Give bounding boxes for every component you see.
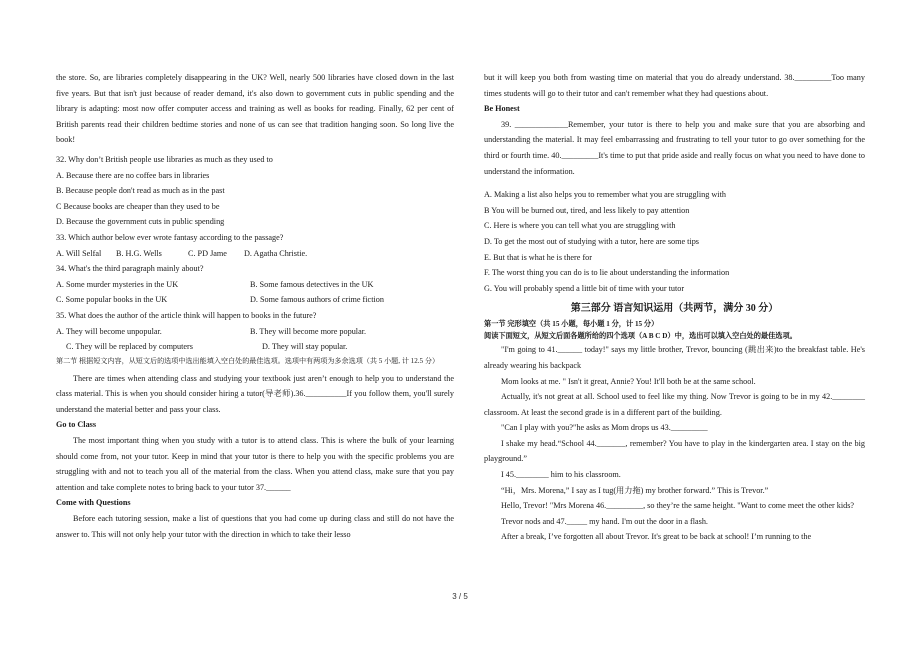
heading-be-honest: Be Honest [484,104,520,114]
cloze-sentence: Trevor nods and 47._____ my hand. I'm out the door in a flash. [501,516,708,526]
cloze-sentence: Hello, Trevor! "Mrs Morena 46._________, so they’re the same height. "Want to come meet the other kids? [501,501,855,511]
passage-be-honest: 39. _____________Remember, your tutor is there to help you and make sure that you are absorbing and understanding the material. It may feel embarrassing and frustrating to tell your tutor to go over something for the third or fourth time. 40._________It's time to put that pride aside and really focus on what you need to have done to understand the information. [484,119,865,176]
cloze-sentence: “Hi，Mrs. Morena,” I say as I tug(用力拖) my brother forward.” This is Trevor.” [501,485,769,495]
option-33c: C. PD Jame [188,248,227,258]
option-35a: A. They will become unpopular. [56,326,162,336]
passage-go-to-class: The most important thing when you study with a tutor is to attend class. This is where the bulk of your learning should come from, not your tutor. Keep in mind that your tutor is there to help you with the specific problems you are struggling with and not to teach you all of the material from the class. When you attend class, make sure that you pay attention and take complete notes to bring back to your tutor 37.______ [56,436,454,492]
passage-continued: but it will keep you both from wasting time on material that you do already understand. 38._________Too many times students will go to their tutor and can't remember what they had questions about. [484,73,865,98]
part3-section1-heading: 第一节 完形填空（共 15 小题，每小题 1 分，计 15 分） [484,320,659,329]
passage-intro: There are times when attending class and studying your textbook just aren’t enough to help you to understand the class material. This is when you should consider hiring a tutor(导老师).36.__________If you follow them, you'll surely understand the material better and pass your class. [56,373,454,414]
question-35: 35. What does the author of the article think will happen to books in the future? [56,310,317,320]
option-34c: C. Some popular books in the UK [56,295,168,305]
part3-instructions: 阅读下面短文，从短文后面各题所给的四个选项（A B C D）中，选出可以填入空白处的最佳选项。 [484,332,797,341]
cloze-sentence: "I'm going to 41.______ today!" says my little brother, Trevor, bouncing (跳出来)to the breakfast table. He's already wearing his backpack [484,345,865,370]
cloze-sentence: After a break, I’ve forgotten all about Trevor. It's great to be back at school! I’m running to the [501,532,812,542]
passage-come-with-questions: Before each tutoring session, make a list of questions that you had come up during class and still do not have the answer to. This will not only help your tutor with the direction in which to take their lesso [56,514,454,539]
cloze-sentence: Actually, it's not great at all. School used to feel like my thing. Now Trevor is going to be in my 42.________ classroom. At least the second grade is in a different part of the building. [484,392,865,417]
option-32c: C Because books are cheaper than they used to be [56,201,220,211]
option-35b: B. They will become more popular. [250,326,367,336]
options-34-row2 [56,292,454,308]
option-32b: B. Because people don't read as much as in the past [56,186,225,196]
option-34d: D. Some famous authors of crime fiction [250,295,384,305]
option-33d: D. Agatha Christie. [244,248,308,258]
question-33: 33. Which author below ever wrote fantasy according to the passage? [56,232,284,242]
option-35c: C. They will be replaced by computers [66,342,193,352]
cloze-sentence: I shake my head.“School 44._______, remember? You have to play in the kindergarten area. I stay on the big playground.” [484,438,865,464]
options-35-row2 [56,339,454,355]
option-35d: D. They will stay popular. [262,342,348,352]
page-number: 3 / 5 [452,592,468,601]
right-column [484,70,865,545]
option-33a: A. Will Selfal [56,248,102,258]
option-f: F. The worst thing you can do is to lie about understanding the information [484,268,730,278]
options-35-row1 [56,324,454,340]
option-32d: D. Because the government cuts in public spending [56,217,225,227]
part3-title: 第三部分 语言知识运用（共两节，满分 30 分） [570,303,779,315]
cloze-sentence: "Can I play with you?"he asks as Mom drops us 43._________ [501,423,708,433]
cloze-sentence: I 45.________ him to his classroom. [501,470,621,480]
question-32: 32. Why don’t British people use libraries as much as they used to [56,154,273,164]
option-32a: A. Because there are no coffee bars in libraries [56,170,210,180]
cloze-sentence: Mom looks at me. " Isn't it great, Annie? You! It'll both be at the same school. [501,376,756,386]
option-e: E. But that is what he is there for [484,252,593,262]
option-34a: A. Some murder mysteries in the UK [56,279,179,289]
option-c: C. Here is where you can tell what you are struggling with [484,221,676,231]
heading-go-to-class: Go to Class [56,420,97,430]
left-column [56,70,454,542]
option-b: B You will be burned out, tired, and less likely to pay attention [484,205,690,215]
option-g: G. You will probably spend a little bit of time with your tutor [484,283,685,293]
option-33b: B. H.G. Wells [116,248,162,258]
question-34: 34. What's the third paragraph mainly about? [56,264,204,274]
heading-come-with-questions: Come with Questions [56,498,131,508]
section2-instructions: 第二节 根据短文内容，从短文后的选项中选出能填入空白处的最佳选项。选项中有两项为多余选项（共 5 小题, 计 12.5 分） [56,356,440,365]
option-a: A. Making a list also helps you to remember what you are struggling with [484,190,726,200]
option-34b: B. Some famous detectives in the UK [250,279,374,289]
options-33 [56,246,454,262]
options-34-row1 [56,277,454,293]
passage-paragraph: the store. So, are libraries completely disappearing in the UK? Well, nearly 500 libraries have closed down in the last five years. But that isn't just because of reader demand, it's also down to government cuts in public spending and the library is adapting: most now offer computer access and training as well as books for reading. Finally, 62 per cent of British parents read their children bedtime stories and none of us can see that tradition hanging soon. So long live the book! [56,73,454,145]
option-d: D. To get the most out of studying with a tutor, here are some tips [484,236,699,246]
